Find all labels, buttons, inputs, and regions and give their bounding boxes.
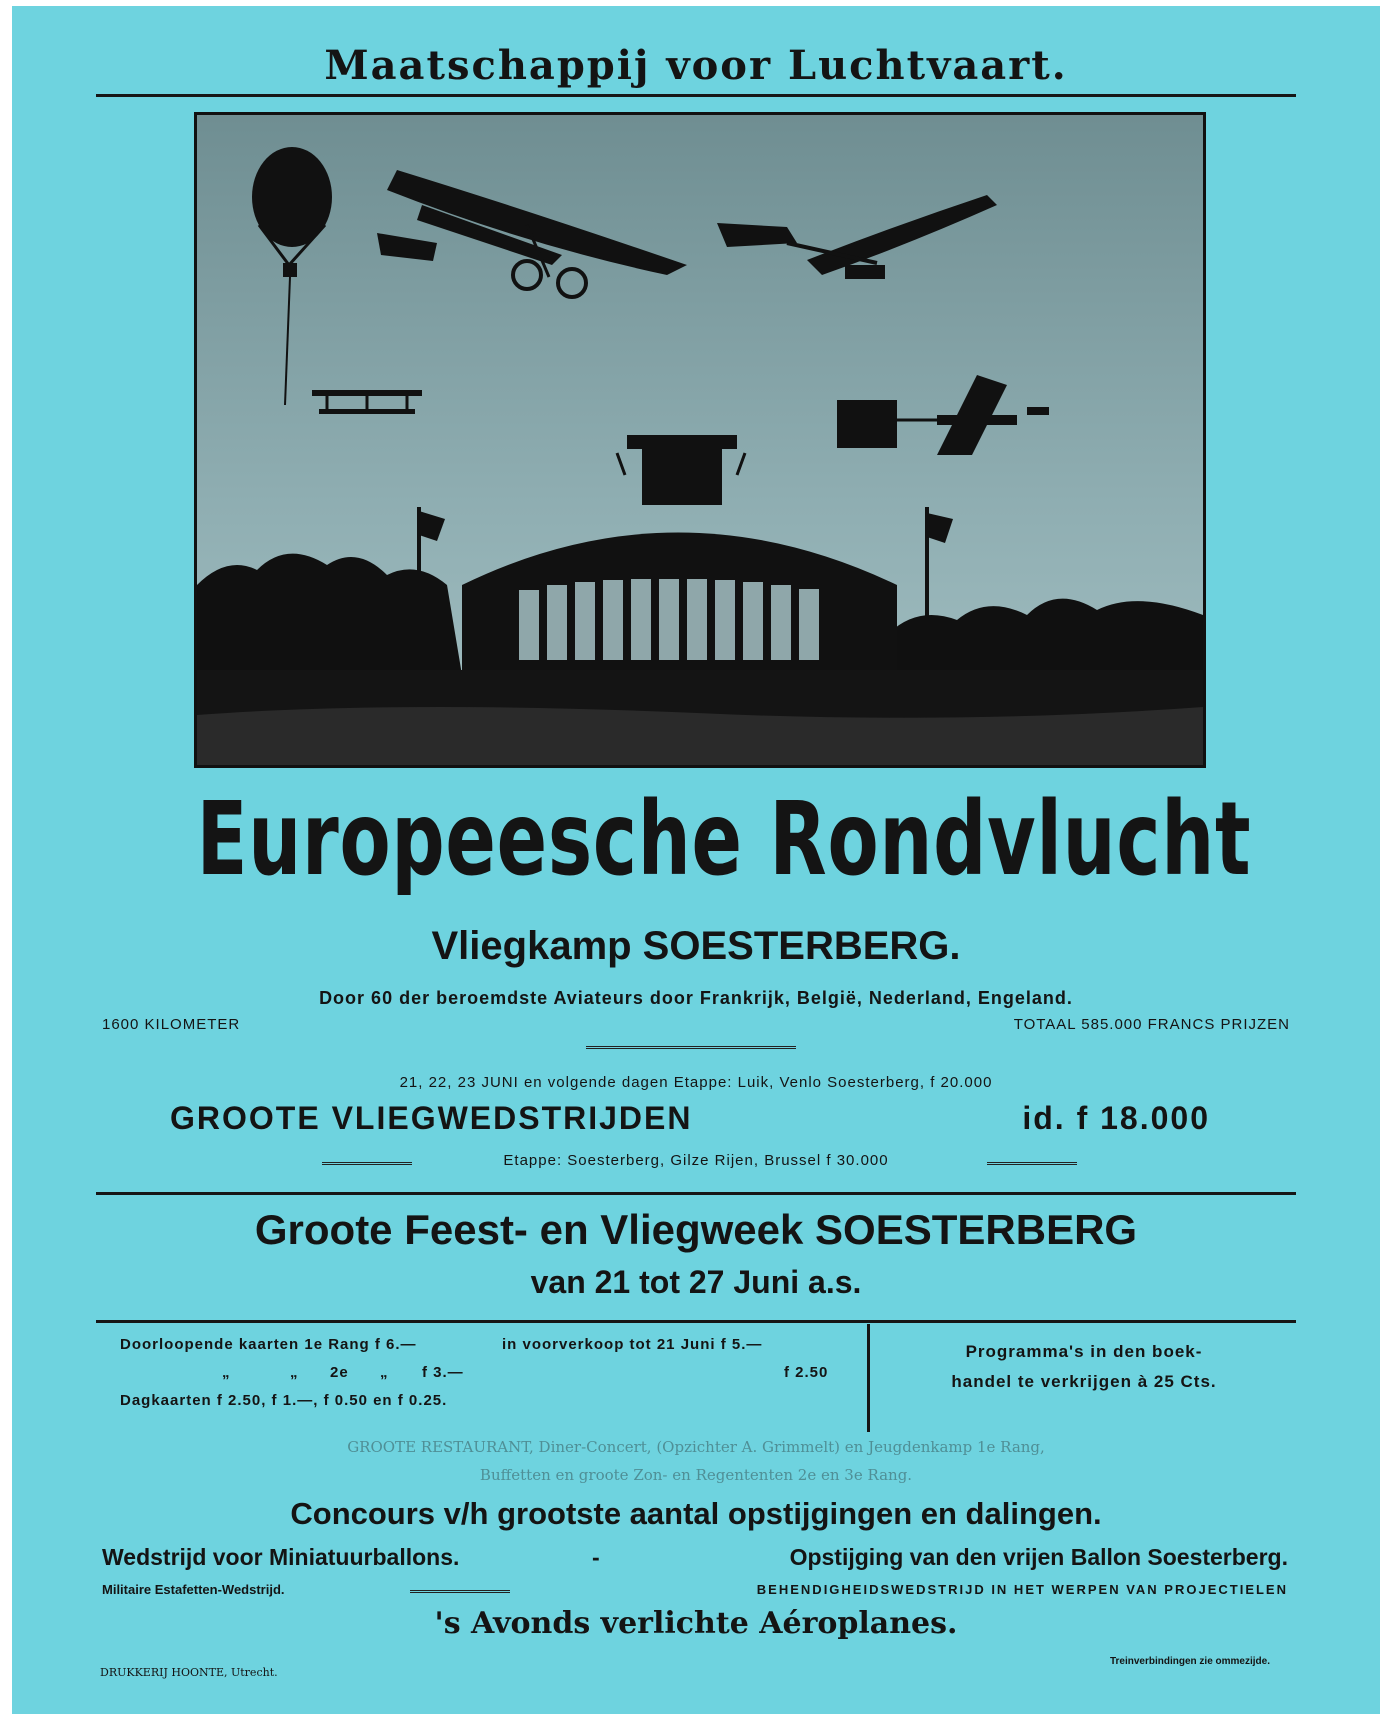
printer-credit: DRUKKERIJ HOONTE, Utrecht.	[100, 1666, 278, 1679]
evening-aeroplanes: 's Avonds verlichte Aéroplanes.	[434, 1606, 958, 1641]
ticket-row-2-mark-c: „	[380, 1364, 389, 1381]
ticket-row-2-price: f 3.—	[422, 1364, 464, 1381]
ticket-divider	[867, 1324, 870, 1432]
free-balloon-ascent: Opstijging van den vrijen Ballon Soesterberg.	[789, 1544, 1288, 1570]
festival-dates: van 21 tot 27 Juni a.s.	[530, 1264, 862, 1300]
restaurant-line-1: GROOTE RESTAURANT, Diner-Concert, (Opzichter A. Grimmelt) en Jeugdenkamp 1e Rang,	[347, 1438, 1045, 1456]
concours-line: Concours v/h grootste aantal opstijgingen en dalingen.	[290, 1496, 1102, 1531]
dates-stage: 21, 22, 23 JUNI en volgende dagen Etappe: Luik, Venlo Soesterberg, f 20.000	[399, 1074, 993, 1091]
ticket-rule	[96, 1320, 1296, 1323]
poster	[12, 6, 1380, 1714]
ticket-row-1: Doorloopende kaarten 1e Rang f 6.—	[120, 1336, 417, 1353]
stage-two: Etappe: Soesterberg, Gilze Rijen, Brussel f 30.000	[503, 1152, 889, 1169]
programme-line-2: handel te verkrijgen à 25 Cts.	[951, 1372, 1217, 1391]
ticket-row-1-presale: in voorverkoop tot 21 Juni f 5.—	[502, 1336, 763, 1353]
day-tickets: Dagkaarten f 2.50, f 1.—, f 0.50 en f 0.25.	[120, 1392, 448, 1409]
military-relay: Militaire Estafetten-Wedstrijd.	[102, 1582, 285, 1597]
ticket-row-2-presale: f 2.50	[784, 1364, 829, 1381]
top-rule	[96, 94, 1296, 97]
ticket-row-2-mark-a: „	[222, 1364, 231, 1381]
biplane-icon	[312, 390, 422, 414]
top-title: Maatschappij voor Luchtvaart.	[324, 42, 1068, 89]
stage-ornament-right	[987, 1162, 1077, 1165]
prize-total: TOTAAL 585.000 FRANCS PRIJZEN	[1013, 1016, 1290, 1033]
programme-line-1: Programma's in den boek-	[965, 1342, 1203, 1361]
illustration-svg	[197, 115, 1203, 765]
military-ornament	[410, 1590, 510, 1593]
middle-rule	[96, 1192, 1296, 1195]
aviators-line: Door 60 der beroemdste Aviateurs door Frankrijk, België, Nederland, Engeland.	[319, 988, 1073, 1008]
sub-headline: Vliegkamp SOESTERBERG.	[431, 924, 961, 968]
headline: Europeesche Rondvlucht	[196, 780, 1252, 899]
festival-title: Groote Feest- en Vliegweek SOESTERBERG	[254, 1206, 1138, 1253]
train-note: Treinverbindingen zie ommezijde.	[1109, 1656, 1270, 1667]
ticket-row-2-rank: 2e	[330, 1364, 349, 1381]
ticket-row-2-mark-b: „	[290, 1364, 299, 1381]
distance-label: 1600 KILOMETER	[102, 1016, 241, 1033]
race-prize: id. f 18.000	[1022, 1100, 1210, 1136]
skill-contest: BEHENDIGHEIDSWEDSTRIJD IN HET WERPEN VAN PROJECTIELEN	[756, 1582, 1288, 1597]
miniature-balloons: Wedstrijd voor Miniatuurballons.	[102, 1544, 460, 1570]
restaurant-line-2: Buffetten en groote Zon- en Regententen 2e en 3e Rang.	[479, 1466, 913, 1484]
aviation-illustration	[194, 112, 1206, 768]
miniature-separator: -	[592, 1544, 600, 1570]
race-title: GROOTE VLIEGWEDSTRIJDEN	[170, 1100, 693, 1136]
divider-ornament	[586, 1046, 796, 1049]
